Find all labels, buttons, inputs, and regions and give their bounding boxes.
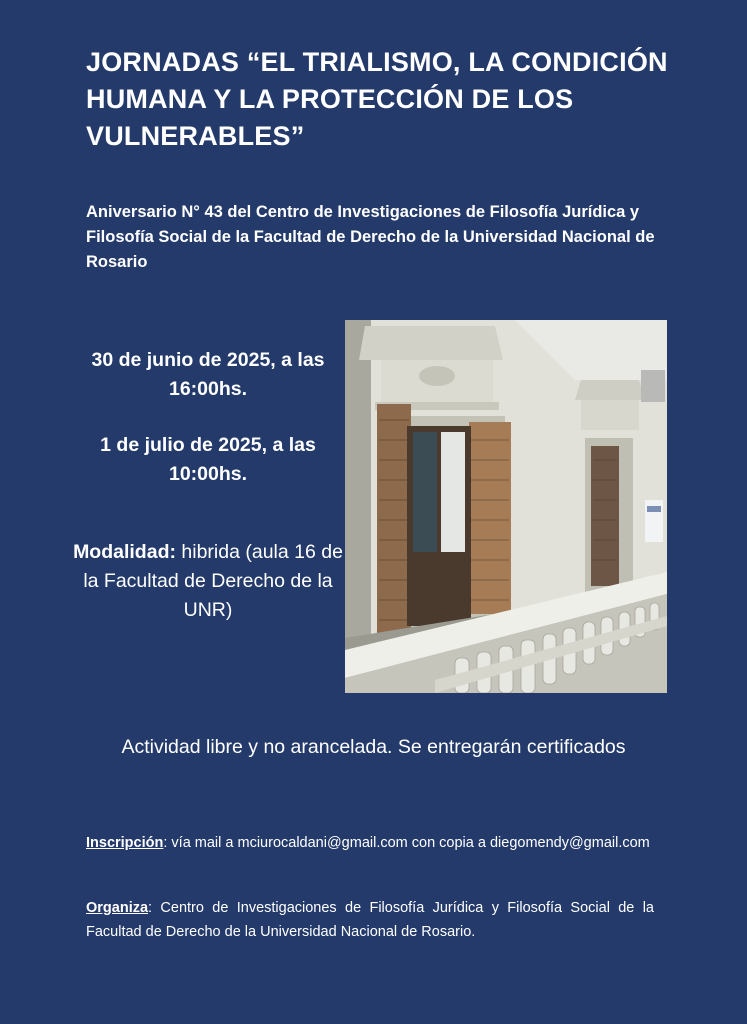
registration-label: Inscripción [86,835,164,851]
modality-info [70,538,346,625]
registration-info [86,831,654,855]
modality-value: hibrida (aula 16 de la Facultad de Derecho de la UNR) [83,541,343,621]
event-subtitle: Aniversario N° 43 del Centro de Investigaciones de Filosofía Jurídica y Filosofía Social de la Facultad de Derecho de la Universidad Nacional de Rosario [86,203,655,271]
date-second: 1 de julio de 2025, a las 10:00hs. [100,434,316,485]
modality-label: Modalidad: [73,541,176,563]
date-first: 30 de junio de 2025, a las 16:00hs. [91,349,325,400]
building-photo [345,320,667,693]
free-activity-note: Actividad libre y no arancelada. Se entregarán certificados [121,736,626,758]
organizer-label: Organiza [86,900,149,916]
page-title: JORNADAS “EL TRIALISMO, LA CONDICIÓN HUMANA Y LA PROTECCIÓN DE LOS VULNERABLES” [86,47,668,151]
organizer-info [86,896,654,944]
event-dates [70,346,346,516]
registration-text: : vía mail a mciurocaldani@gmail.com con copia a diegomendy@gmail.com [163,835,650,851]
organizer-text: : Centro de Investigaciones de Filosofía Jurídica y Filosofía Social de la Facultad de Derecho de la Universidad Nacional de Rosario. [86,900,654,940]
